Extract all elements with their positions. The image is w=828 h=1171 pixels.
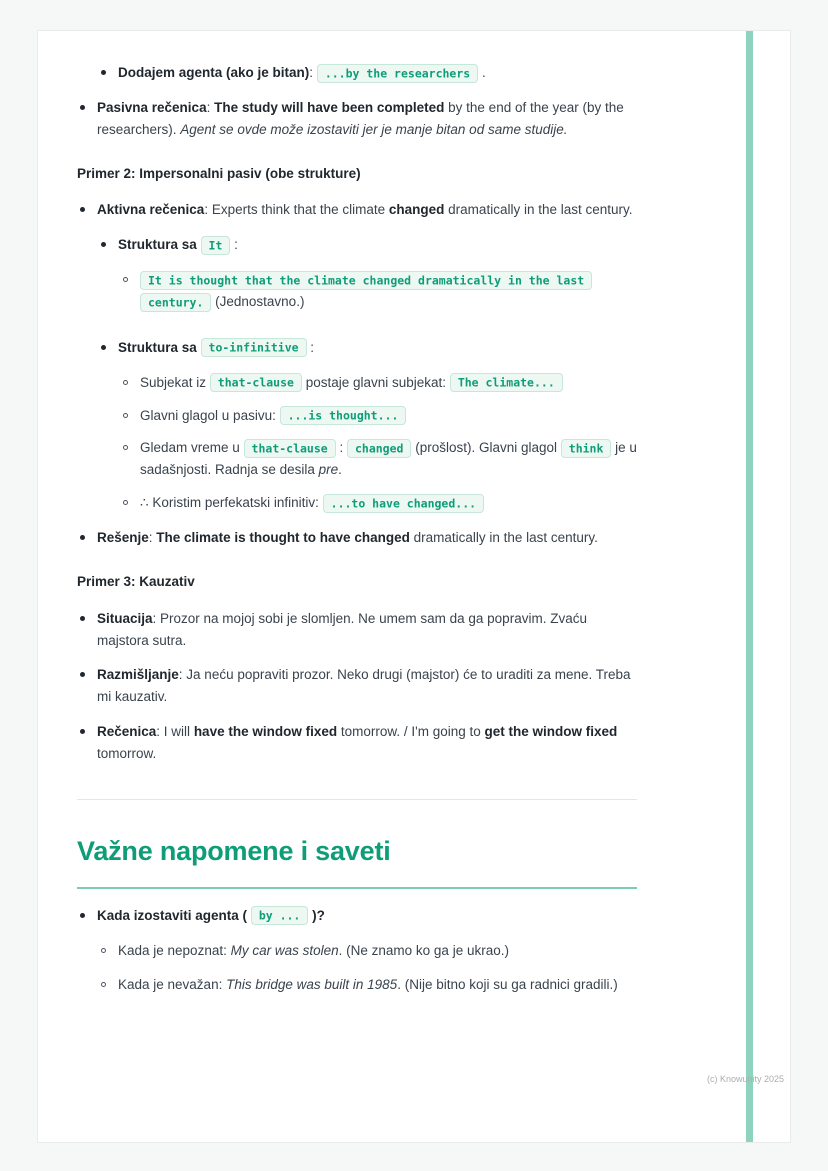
bold-text: The climate is thought to have changed (156, 530, 410, 546)
italic-text: Agent se ovde može izostaviti jer je manje bitan od same studije. (180, 121, 568, 137)
list-item (80, 608, 637, 652)
text-run: ∴ Koristim perfekatski infinitiv: (140, 495, 323, 511)
bold-text: Rečenica (97, 724, 157, 740)
disc-bullet-marker (101, 337, 118, 350)
bold-text: Primer 3: Kauzativ (77, 573, 195, 589)
accent-bar (746, 31, 753, 1142)
list-item (101, 62, 637, 84)
text-run: tomorrow. / I'm going to (337, 724, 485, 740)
text-run: : (335, 440, 347, 456)
list-item-text (97, 527, 637, 549)
list-item (123, 405, 637, 427)
list-item-text (97, 199, 637, 221)
list-item (80, 664, 637, 708)
inline-code: ...to have changed... (323, 494, 484, 513)
text-run: : (306, 339, 315, 355)
text-run: postaje glavni subjekat: (301, 374, 450, 390)
disc-bullet-marker (80, 199, 97, 212)
text-run: . (Ne znamo ko ga je ukrao.) (338, 942, 509, 958)
disc-bullet-marker (80, 527, 97, 540)
inline-code: that-clause (244, 439, 336, 458)
bold-text: Situacija (97, 610, 153, 626)
circle-bullet-marker (123, 372, 140, 385)
text-run: : Prozor na mojoj sobi je slomljen. Ne umem sam da ga popravim. Zvaću majstora sutra. (97, 610, 587, 648)
subheading-paragraph (77, 571, 637, 593)
list-item-text (118, 940, 637, 962)
list-item (123, 372, 637, 394)
bold-text: Struktura sa (118, 339, 201, 355)
inline-code: ...by the researchers (317, 64, 478, 83)
list-item (80, 721, 637, 765)
disc-bullet-marker (101, 62, 118, 75)
bold-text: Primer 2: Impersonalni pasiv (obe strukture) (77, 165, 361, 181)
text-run: je u sadašnjosti. Radnja se desila (140, 440, 637, 478)
list-item (80, 199, 637, 221)
text-run: : (230, 237, 238, 253)
inline-code: by ... (251, 906, 309, 925)
circle-bullet-marker (123, 405, 140, 418)
inline-code: It (201, 236, 231, 255)
text-run: : (206, 99, 215, 115)
bold-text: Rešenje (97, 530, 149, 546)
list-item-text (118, 974, 637, 996)
subheading-paragraph (77, 163, 637, 185)
text-run: tomorrow. (97, 746, 157, 762)
list-item-text (118, 234, 637, 256)
inline-code: think (561, 439, 612, 458)
bold-text: changed (388, 202, 445, 218)
bold-text: Kada izostaviti agenta ( (97, 907, 248, 923)
bold-text: get the window fixed (484, 724, 618, 740)
list-item-text (118, 62, 637, 84)
text-run: Kada je nevažan: (118, 977, 227, 993)
text-run: : (309, 65, 317, 80)
text-run: Kada je nepoznat: (118, 942, 231, 958)
text-run: : Experts think that the climate (204, 202, 389, 218)
list-item (101, 234, 637, 256)
bold-text: )? (312, 907, 325, 923)
inline-code: It is thought that the climate changed dramatically in the last century. (140, 271, 592, 312)
document-body (77, 62, 637, 996)
text-run: . (Nije bitno koji su ga radnici gradili.) (397, 977, 618, 993)
list-item (123, 437, 637, 481)
bold-text: Struktura sa (118, 237, 201, 253)
circle-bullet-marker (101, 940, 118, 953)
circle-bullet-marker (123, 492, 140, 505)
list-item-text (97, 721, 637, 765)
section-heading (77, 830, 637, 889)
list-item (123, 492, 637, 514)
italic-text: pre (318, 462, 339, 478)
list-item (80, 527, 637, 549)
text-run: dramatically in the last century. (444, 202, 633, 218)
inline-code: changed (347, 439, 411, 458)
inline-code: The climate... (450, 373, 563, 392)
list-item-text (140, 492, 637, 514)
list-item-text (140, 437, 637, 481)
list-item-text (140, 269, 637, 313)
text-run: : Ja neću popraviti prozor. Neko drugi (majstor) će to uraditi za mene. Treba mi kauzativ. (97, 667, 631, 705)
list-item-text (118, 337, 637, 359)
text-run: (Jednostavno.) (211, 294, 305, 310)
footer-credit: (c) Knowunity 2025 (706, 1074, 784, 1084)
bold-text: Dodajem agenta (ako je bitan) (118, 65, 310, 80)
disc-bullet-marker (80, 664, 97, 677)
disc-bullet-marker (80, 608, 97, 621)
document-page (37, 30, 791, 1143)
text-run: Gledam vreme u (140, 440, 244, 456)
list-item (101, 974, 637, 996)
italic-text: My car was stolen (230, 942, 339, 958)
text-run: : (148, 530, 157, 546)
circle-bullet-marker (123, 437, 140, 450)
list-item (123, 269, 637, 313)
text-run: dramatically in the last century. (409, 530, 598, 546)
disc-bullet-marker (80, 97, 97, 110)
inline-code: that-clause (210, 373, 302, 392)
bold-text: Aktivna rečenica (97, 202, 205, 218)
bold-text: Pasivna rečenica (97, 99, 207, 115)
text-run: . (478, 65, 486, 80)
bold-text: Razmišljanje (97, 667, 179, 683)
text-run: Važne napomene i saveti (77, 835, 391, 866)
bold-text: have the window fixed (193, 724, 338, 740)
inline-code: to-infinitive (201, 338, 307, 357)
list-item-text (140, 372, 637, 394)
list-item (80, 905, 637, 927)
list-item (80, 97, 637, 141)
list-item-text (140, 405, 637, 427)
bold-text: The study will have been completed (214, 99, 445, 115)
section-divider (77, 799, 637, 800)
list-item (101, 337, 637, 359)
list-item-text (97, 664, 637, 708)
text-run: by the end of the year (by the researchers). (97, 99, 624, 137)
disc-bullet-marker (101, 234, 118, 247)
text-run: Subjekat iz (140, 374, 210, 390)
list-item-text (97, 905, 637, 927)
italic-text: This bridge was built in 1985 (226, 977, 398, 993)
circle-bullet-marker (101, 974, 118, 987)
list-item-text (97, 608, 637, 652)
list-item-text (97, 97, 637, 141)
inline-code: ...is thought... (280, 406, 407, 425)
text-run: . (338, 462, 342, 478)
text-run: Glavni glagol u pasivu: (140, 407, 280, 423)
disc-bullet-marker (80, 905, 97, 918)
text-run: (prošlost). Glavni glagol (411, 440, 561, 456)
text-run: : I will (156, 724, 194, 740)
circle-bullet-marker (123, 269, 140, 282)
disc-bullet-marker (80, 721, 97, 734)
list-item (101, 940, 637, 962)
